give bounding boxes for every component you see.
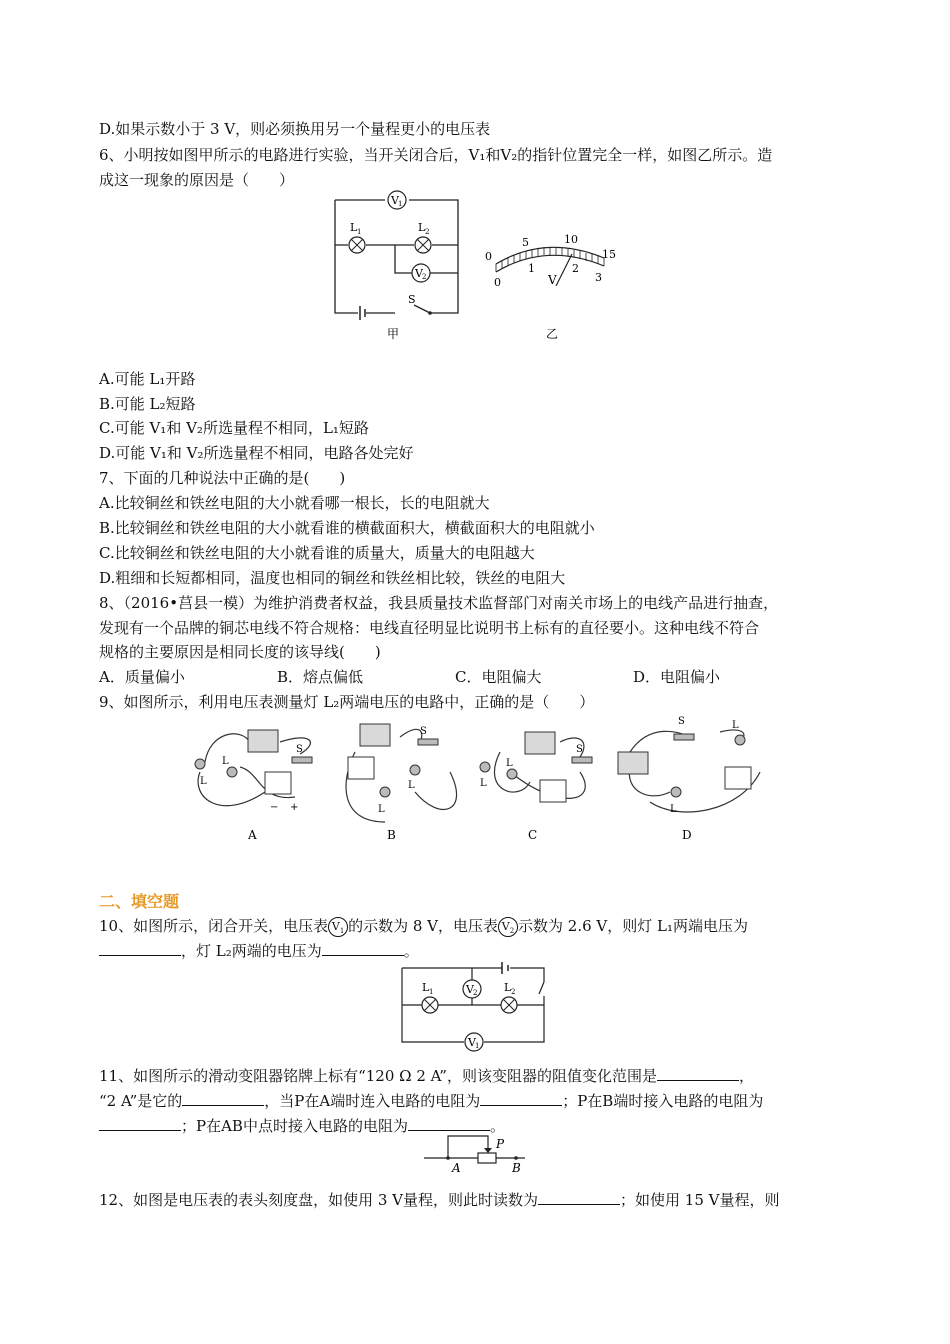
q7-option-a: A.比较铜丝和铁丝电阻的大小就看哪一根长，长的电阻就大 (99, 494, 490, 512)
l2-sub: 2 (511, 988, 516, 996)
q11-blank-1[interactable] (657, 1066, 739, 1081)
battery-icon (502, 962, 508, 974)
q10-text-5: 。 (403, 942, 419, 960)
scale-bottom-2: 2 (572, 262, 579, 275)
q7-option-b: B.比较铜丝和铁丝电阻的大小就看谁的横截面积大，横截面积大的电阻就小 (99, 519, 595, 537)
v1-label: V (468, 1036, 476, 1049)
scale-bottom-1: 1 (528, 262, 535, 275)
meter-unit: V (548, 273, 557, 287)
q11-line1 (99, 1066, 754, 1086)
v2-sub: 2 (422, 273, 427, 281)
lamp-icon (671, 787, 681, 797)
q11-text-7: 。 (489, 1117, 505, 1135)
meter-needle-icon (556, 254, 572, 286)
q11-blank-2[interactable] (182, 1091, 264, 1106)
v1-sub: 1 (475, 1042, 480, 1050)
q8-options (99, 667, 720, 687)
v2-label: V (415, 267, 423, 280)
figure-10-circuit (398, 962, 553, 1062)
switch-icon (292, 757, 312, 763)
lamp-label: L (670, 804, 677, 815)
l2-label: L (418, 221, 426, 234)
q6-option-d: D.可能 V₁和 V₂所选量程不相同，电路各处完好 (99, 444, 414, 462)
lamp-label: L (222, 756, 229, 767)
q11-text-1: 11、如图所示的滑动变阻器铭牌上标有“120 Ω 2 A”，则该变阻器的阻值变化范围是 (99, 1067, 657, 1085)
figure-6-circuit (330, 188, 470, 341)
q10-line2 (99, 941, 419, 961)
q10-text-1: 10、如图所示，闭合开关，电压表 (99, 917, 329, 935)
caption-yi: 乙 (546, 327, 559, 341)
battery-icon (248, 730, 278, 752)
l2-sub: 2 (425, 228, 430, 236)
a-label: A (452, 1161, 461, 1175)
q6-option-c: C.可能 V₁和 V₂所选量程不相同，L₁短路 (99, 419, 369, 437)
lamp-icon (735, 735, 745, 745)
q12-text-1: 12、如图是电压表的表头刻度盘，如使用 3 V量程，则此时读数为 (99, 1191, 539, 1209)
battery-icon (360, 306, 365, 320)
resistor-icon (478, 1153, 496, 1163)
scale-top-0: 0 (485, 250, 492, 263)
figure-9-label-d: D (682, 828, 692, 842)
voltmeter-icon (348, 757, 374, 779)
v2-sub: 2 (509, 927, 515, 936)
lamp-label: L (378, 804, 385, 815)
q9-stem: 9、如图所示，利用电压表测量灯 L₂两端电压的电路中，正确的是（ ） (99, 693, 595, 711)
figure-9-circuits (180, 712, 780, 847)
l1-label: L (350, 221, 358, 234)
voltmeter-icon (265, 772, 291, 794)
q5-option-d: D.如果示数小于 3 V，则必须换用另一个量程更小的电压表 (99, 120, 491, 138)
l1-label: L (422, 981, 430, 994)
switch-icon (418, 739, 438, 745)
switch-label: S (296, 744, 303, 755)
battery-icon (525, 732, 555, 754)
v2-label: V (466, 983, 474, 996)
switch-label: S (576, 744, 583, 755)
q11-text-4: ，当P在A端时连入电路的电阻为 (264, 1092, 481, 1110)
lamp-icon (507, 769, 517, 779)
lamp-icon (380, 787, 390, 797)
q6-option-a: A.可能 L₁开路 (99, 370, 196, 388)
l2-label: L (504, 981, 512, 994)
q11-blank-4[interactable] (99, 1116, 181, 1131)
section-fill-in-title: 二、填空题 (99, 892, 180, 911)
p-label: P (496, 1137, 505, 1151)
lamp-icon (195, 759, 205, 769)
q10-text-4: ，灯 L₂两端的电压为 (181, 942, 322, 960)
figure-9-label-c: C (528, 828, 538, 842)
b-label: B (512, 1161, 521, 1175)
q8-stem-line3: 规格的主要原因是相同长度的该导线( ) (99, 643, 381, 661)
q7-stem: 7、下面的几种说法中正确的是( ) (99, 469, 346, 487)
lamp-icon (410, 765, 420, 775)
scale-top-10: 10 (564, 233, 578, 246)
switch-icon (572, 757, 592, 763)
q6-stem-line1: 6、小明按如图甲所示的电路进行实验，当开关闭合后，V₁和V₂的指针位置完全一样，如图乙所示。造 (99, 146, 773, 164)
polarity-minus: − (270, 802, 279, 813)
q11-line2 (99, 1091, 763, 1111)
caption-jia: 甲 (387, 327, 400, 341)
q10-blank-1[interactable] (99, 941, 181, 956)
battery-icon (618, 752, 648, 774)
q8-option-b: B．熔点偏低 (277, 668, 364, 686)
q10-blank-2[interactable] (322, 941, 404, 956)
q8-option-d: D．电阻偏小 (633, 668, 721, 686)
v1-sub: 1 (398, 200, 403, 208)
q11-text-5: ；P在B端时接入电路的电阻为 (562, 1092, 764, 1110)
lamp-label: L (506, 758, 513, 769)
q8-option-c: C．电阻偏大 (455, 668, 542, 686)
q11-text-6: ；P在AB中点时接入电路的电阻为 (181, 1117, 408, 1135)
l1-sub: 1 (429, 988, 434, 996)
switch-icon (428, 311, 432, 315)
lamp-label: L (732, 720, 739, 731)
q6-option-b: B.可能 L₂短路 (99, 395, 196, 413)
v1-sub: 1 (339, 927, 345, 936)
q6-stem-line2: 成这一现象的原因是（ ） (99, 171, 295, 189)
battery-icon (360, 724, 390, 746)
figure-11-rheostat (420, 1134, 530, 1174)
q10-text-2: 的示数为 8 V，电压表 (348, 917, 499, 935)
lamp-label: L (408, 780, 415, 791)
q11-text-2: ， (738, 1067, 754, 1085)
q11-blank-3[interactable] (480, 1091, 562, 1106)
figure-6-meter-scale (480, 228, 620, 341)
lamp-icon (227, 767, 237, 777)
polarity-plus: + (290, 802, 299, 813)
q8-option-a: A．质量偏小 (99, 668, 185, 686)
switch-icon (674, 734, 694, 740)
q12-blank-1[interactable] (538, 1190, 620, 1205)
v2-sub: 2 (473, 989, 478, 997)
switch-label: S (408, 293, 416, 306)
lamp-label: L (480, 778, 487, 789)
q12-text-2: ；如使用 15 V量程，则 (620, 1191, 780, 1209)
voltmeter-icon (540, 780, 566, 802)
q12-line1 (99, 1190, 779, 1210)
q11-text-3: “2 A”是它的 (99, 1092, 183, 1110)
lamp-label: L (200, 776, 207, 787)
switch-label: S (678, 716, 685, 727)
v1-label: V (391, 194, 399, 207)
q8-stem-line2: 发现有一个品牌的铜芯电线不符合规格：电线直径明显比说明书上标有的直径要小。这种电线不符合 (99, 619, 760, 637)
q8-stem-line1: 8、（2016•莒县一模）为维护消费者权益，我县质量技术监督部门对南关市场上的电线产品进行抽查， (99, 594, 779, 612)
l1-sub: 1 (357, 228, 362, 236)
q11-blank-5[interactable] (408, 1116, 490, 1131)
scale-top-15: 15 (602, 248, 616, 261)
q7-option-d: D.粗细和长短都相同，温度也相同的铜丝和铁丝相比较，铁丝的电阻大 (99, 569, 566, 587)
lamp-icon (480, 762, 490, 772)
voltmeter-v2-icon: $V_2$ (498, 917, 518, 937)
figure-9-label-b: B (387, 828, 396, 842)
q11-line3 (99, 1116, 505, 1136)
q7-option-c: C.比较铜丝和铁丝电阻的大小就看谁的质量大，质量大的电阻越大 (99, 544, 535, 562)
scale-top-5: 5 (522, 236, 529, 249)
scale-bottom-0: 0 (494, 276, 501, 289)
scale-bottom-3: 3 (595, 271, 602, 284)
slider-arrow-icon (484, 1148, 492, 1153)
switch-label: S (420, 726, 427, 737)
q10-text-3: 示数为 2.6 V，则灯 L₁两端电压为 (518, 917, 748, 935)
figure-9-label-a: A (248, 828, 257, 842)
q10-line1 (99, 916, 748, 937)
voltmeter-v1-icon: $V_1$ (328, 917, 348, 937)
voltmeter-icon (725, 767, 751, 789)
